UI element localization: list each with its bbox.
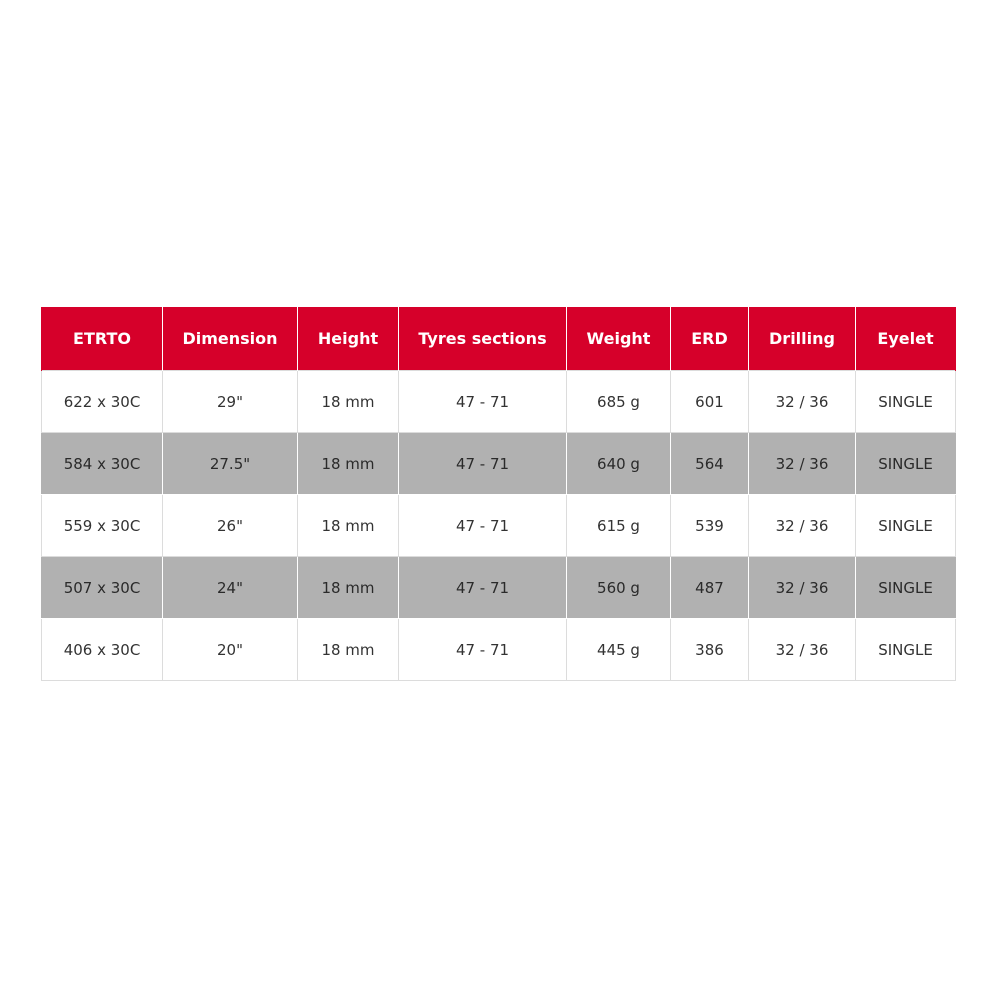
cell-drilling: 32 / 36	[749, 557, 856, 619]
column-header-drilling: Drilling	[749, 307, 856, 371]
cell-erd: 487	[671, 557, 749, 619]
spec-table	[41, 307, 956, 681]
table-row	[42, 433, 956, 495]
cell-drilling: 32 / 36	[749, 495, 856, 557]
cell-etrto: 406 x 30C	[42, 619, 163, 681]
cell-weight: 445 g	[567, 619, 671, 681]
cell-weight: 615 g	[567, 495, 671, 557]
cell-dimension: 24"	[163, 557, 298, 619]
cell-erd: 601	[671, 371, 749, 433]
cell-erd: 386	[671, 619, 749, 681]
column-header-dimension: Dimension	[163, 307, 298, 371]
table-row	[42, 619, 956, 681]
cell-tyres-sections: 47 - 71	[399, 433, 567, 495]
column-header-weight: Weight	[567, 307, 671, 371]
header-row	[42, 307, 956, 371]
cell-etrto: 507 x 30C	[42, 557, 163, 619]
cell-etrto: 584 x 30C	[42, 433, 163, 495]
table-row	[42, 495, 956, 557]
column-header-eyelet: Eyelet	[856, 307, 956, 371]
table-row	[42, 371, 956, 433]
cell-drilling: 32 / 36	[749, 371, 856, 433]
cell-height: 18 mm	[298, 433, 399, 495]
cell-dimension: 26"	[163, 495, 298, 557]
column-header-tyres-sections: Tyres sections	[399, 307, 567, 371]
cell-eyelet: SINGLE	[856, 433, 956, 495]
cell-eyelet: SINGLE	[856, 371, 956, 433]
table-header	[42, 307, 956, 371]
cell-height: 18 mm	[298, 619, 399, 681]
cell-tyres-sections: 47 - 71	[399, 371, 567, 433]
column-header-erd: ERD	[671, 307, 749, 371]
cell-drilling: 32 / 36	[749, 619, 856, 681]
cell-tyres-sections: 47 - 71	[399, 495, 567, 557]
column-header-height: Height	[298, 307, 399, 371]
cell-drilling: 32 / 36	[749, 433, 856, 495]
cell-dimension: 29"	[163, 371, 298, 433]
cell-height: 18 mm	[298, 371, 399, 433]
column-header-etrto: ETRTO	[42, 307, 163, 371]
cell-eyelet: SINGLE	[856, 557, 956, 619]
cell-tyres-sections: 47 - 71	[399, 557, 567, 619]
cell-erd: 539	[671, 495, 749, 557]
cell-dimension: 27.5"	[163, 433, 298, 495]
cell-etrto: 559 x 30C	[42, 495, 163, 557]
cell-height: 18 mm	[298, 557, 399, 619]
cell-erd: 564	[671, 433, 749, 495]
cell-eyelet: SINGLE	[856, 619, 956, 681]
table-body	[42, 371, 956, 681]
cell-height: 18 mm	[298, 495, 399, 557]
cell-etrto: 622 x 30C	[42, 371, 163, 433]
cell-dimension: 20"	[163, 619, 298, 681]
cell-weight: 560 g	[567, 557, 671, 619]
cell-tyres-sections: 47 - 71	[399, 619, 567, 681]
cell-weight: 640 g	[567, 433, 671, 495]
cell-weight: 685 g	[567, 371, 671, 433]
cell-eyelet: SINGLE	[856, 495, 956, 557]
table-row	[42, 557, 956, 619]
